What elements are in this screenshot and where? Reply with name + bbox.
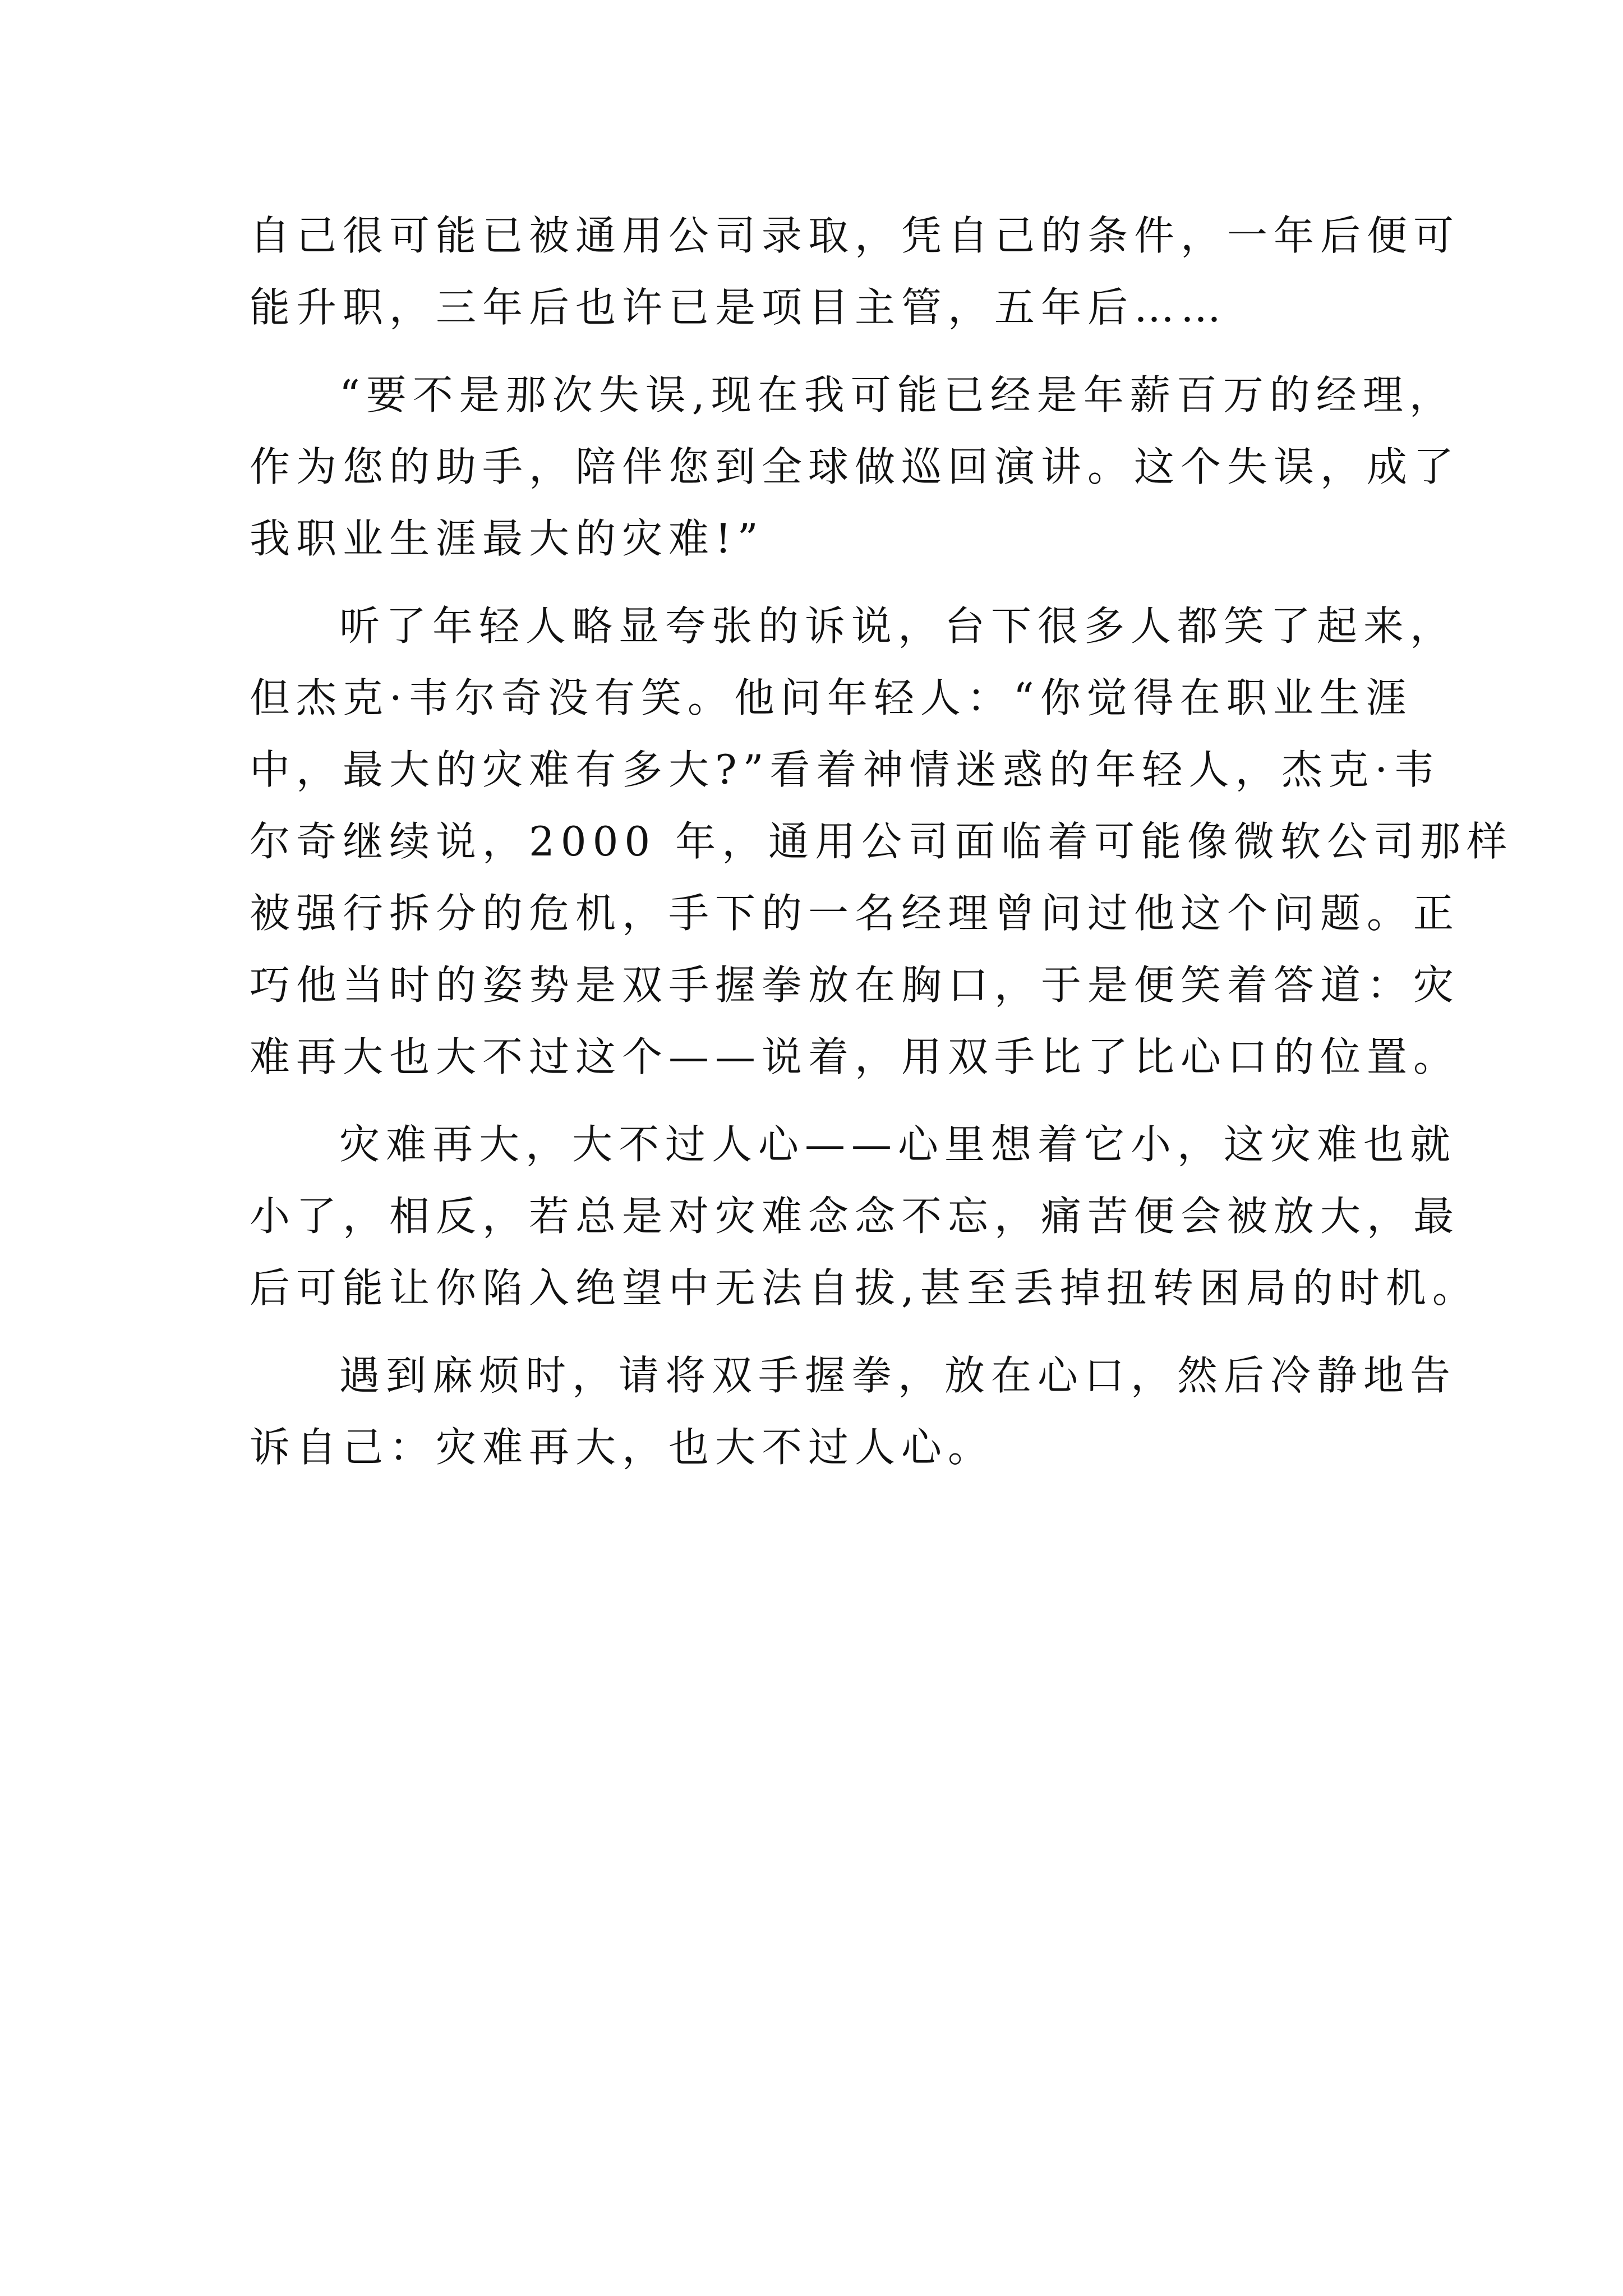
- text-line: 尔奇继续说，2000 年，通用公司面临着可能像微软公司那样: [250, 818, 1514, 865]
- text-line: 巧他当时的姿势是双手握拳放在胸口，于是便笑着答道：灾: [250, 961, 1460, 1009]
- text-line: 但杰克·韦尔奇没有笑。他问年轻人：“你觉得在职业生涯: [250, 674, 1413, 721]
- paragraph-3: [250, 590, 1514, 1093]
- text-line: 我职业生涯最大的灾难!”: [250, 515, 764, 562]
- text-line: 作为您的助手，陪伴您到全球做巡回演讲。这个失误，成了: [250, 443, 1460, 490]
- paragraph-4: [250, 1108, 1479, 1324]
- text-line: 听了年轻人略显夸张的诉说，台下很多人都笑了起来，: [339, 602, 1457, 650]
- text-line: 中，最大的灾难有多大?”看着神情迷惑的年轻人，杰克·韦: [250, 746, 1441, 793]
- text-line: “要不是那次失误,现在我可能已经是年薪百万的经理，: [339, 371, 1456, 418]
- text-line: 灾难再大，大不过人心——心里想着它小，这灾难也就: [339, 1121, 1457, 1168]
- text-line: 小了，相反，若总是对灾难念念不忘，痛苦便会被放大，最: [250, 1193, 1460, 1240]
- text-line: 难再大也大不过这个——说着，用双手比了比心口的位置。: [250, 1033, 1460, 1080]
- text-line: 被强行拆分的危机，手下的一名经理曾问过他这个问题。正: [250, 890, 1460, 937]
- text-line: 诉自己：灾难再大，也大不过人心。: [250, 1424, 995, 1471]
- text-line: 自己很可能已被通用公司录取，凭自己的条件，一年后便可: [250, 212, 1460, 259]
- text-line: 能升职，三年后也许已是项目主管，五年后……: [250, 284, 1228, 331]
- body-text: [250, 200, 1514, 1483]
- paragraph-5: [250, 1340, 1457, 1483]
- text-line: 后可能让你陷入绝望中无法自拔,甚至丢掉扭转困局的时机。: [250, 1264, 1479, 1312]
- text-line: 遇到麻烦时，请将双手握拳，放在心口，然后冷静地告: [339, 1352, 1457, 1399]
- paragraph-2: [250, 359, 1460, 574]
- paragraph-1: [250, 200, 1460, 343]
